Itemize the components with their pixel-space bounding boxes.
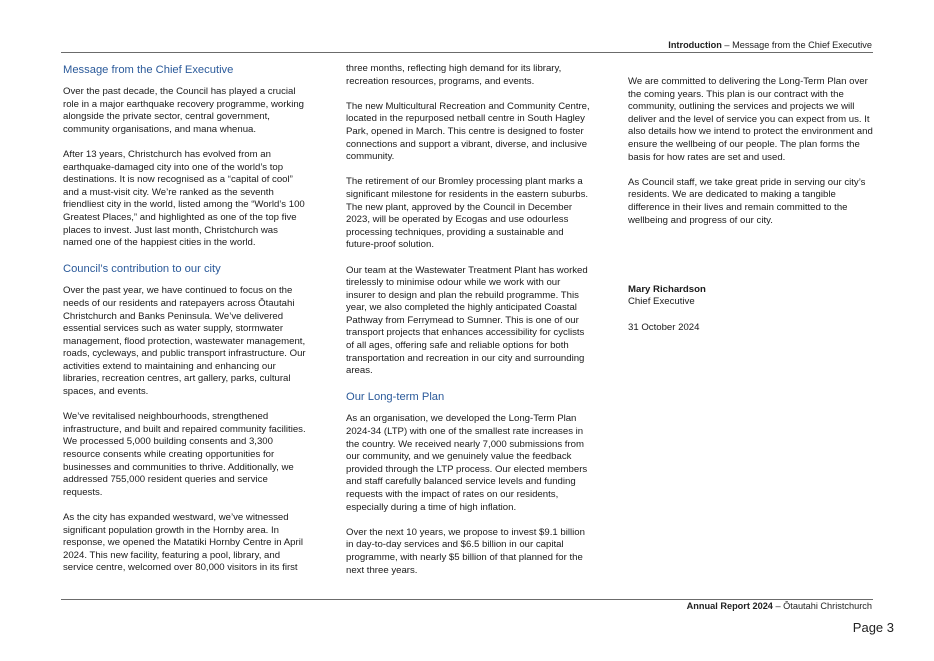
- paragraph: Our team at the Wastewater Treatment Plant has worked tirelessly to minimise odour while we work with our insurer to design and plan the rebuild programme. This year, we also completed the highly anticipated Coastal Pathway from Ferrymead to Sumner. This is one of our transport projects that enhances accessibility for cyclists of all ages, offering safe and reliable options for both transportation and recreation in our city and surrounding areas.: [346, 264, 588, 377]
- signature-date: 31 October 2024: [628, 321, 700, 333]
- paragraph: As Council staff, we take great pride in serving our city’s residents. We are dedicated to making a tangible difference in their lives and remain committed to the wellbeing and progress of our city.: [628, 176, 866, 226]
- paragraph: We are committed to delivering the Long-Term Plan over the coming years. This plan is our contract with the community, outlining the services and projects we will deliver and the level of service you can expect from us. It also details how we intend to protect the environment and ensure the wellbeing of our people. The plan forms the basis for how rates are set and used.: [628, 76, 873, 163]
- heading-contribution: Council’s contribution to our city: [63, 263, 221, 276]
- page-number: Page 3: [852, 620, 894, 635]
- column-3: [628, 76, 873, 334]
- footer-rule: [61, 599, 873, 600]
- paragraph: After 13 years, Christchurch has evolved from an earthquake-damaged city into one of the world’s top destinations. It is now recognised as a “capital of cool” and a must-visit city. We’re ranked as the seventh friendliest city in the world, listed among the “World’s 100 Greatest Places,” and highlighted as one of the top five places to invest. Just last month, Christchurch was named one of the happiest cities in the world.: [63, 148, 305, 249]
- header-title: Message from the Chief Executive: [732, 40, 872, 50]
- heading-long-term-plan: Our Long-term Plan: [346, 391, 445, 404]
- paragraph: As an organisation, we developed the Long-Term Plan 2024-34 (LTP) with one of the smallest rate increases in the country. We received nearly 7,000 submissions from our community, and we genuinely value the feedback provided through the LTP process. Our elected members and staff carefully balanced service levels and funding requests with the impact of rates on our residents, especially during a time of high inflation.: [346, 413, 588, 513]
- header-rule: [61, 52, 873, 53]
- paragraph: three months, reflecting high demand for its library, recreation resources, programs, and events.: [346, 63, 562, 87]
- paragraph: Over the next 10 years, we propose to invest $9.1 billion in day-to-day services and $6.5 billion in our capital programme, with nearly $5 billion of that planned for the next three years.: [346, 526, 585, 576]
- footer-place: Ōtautahi Christchurch: [783, 601, 872, 611]
- header-dash: –: [721, 40, 733, 50]
- paragraph: Over the past year, we have continued to focus on the needs of our residents and ratepayers across Ōtautahi Christchurch and Banks Peninsula. We’ve delivered essential services such as water supply, stormwater management, flood protection, wastewater management, roads, cycleways, and public transport infrastructure. Our activities extend to maintaining and enhancing our libraries, recreation centres, art gallery, parks, cultural spaces, and events.: [63, 285, 306, 398]
- column-2: [346, 63, 591, 590]
- footer-dash: –: [772, 601, 784, 611]
- column-1: [63, 63, 308, 588]
- header-section: Introduction: [668, 40, 722, 50]
- running-header: [668, 40, 872, 50]
- paragraph: The retirement of our Bromley processing plant marks a significant milestone for residents in the eastern suburbs. The new plant, approved by the Council in December 2023, will be operated by Ecogas and use odourless processing techniques, providing a sustainable and future-proof solution.: [346, 176, 589, 251]
- footer-report: Annual Report 2024: [686, 601, 773, 611]
- running-footer: [687, 601, 872, 611]
- paragraph: Over the past decade, the Council has played a crucial role in a major earthquake recovery programme, working alongside the private sector, central government, community organisations, and mana whenua.: [63, 86, 305, 135]
- paragraph: As the city has expanded westward, we’ve witnessed significant population growth in the Hornby area. In response, we opened the Matatiki Hornby Centre in April 2024. This new facility, featuring a pool, library, and service centre, welcomed over 80,000 visitors in its first: [63, 512, 303, 574]
- signature-name: Mary Richardson: [628, 283, 706, 295]
- paragraph: The new Multicultural Recreation and Community Centre, located in the repurposed netball centre in South Hagley Park, opened in March. This centre is designed to foster connections and support a vibrant, diverse, and inclusive community.: [346, 100, 590, 163]
- paragraph: We’ve revitalised neighbourhoods, strengthened infrastructure, and built and repaired community facilities. We processed 5,000 building consents and 3,300 resource consents while creating opportunities for businesses and communities to thrive. Additionally, we addressed 755,000 resident queries and service requests.: [63, 411, 306, 498]
- signature-title: Chief Executive: [628, 296, 695, 308]
- heading-message: Message from the Chief Executive: [63, 64, 234, 76]
